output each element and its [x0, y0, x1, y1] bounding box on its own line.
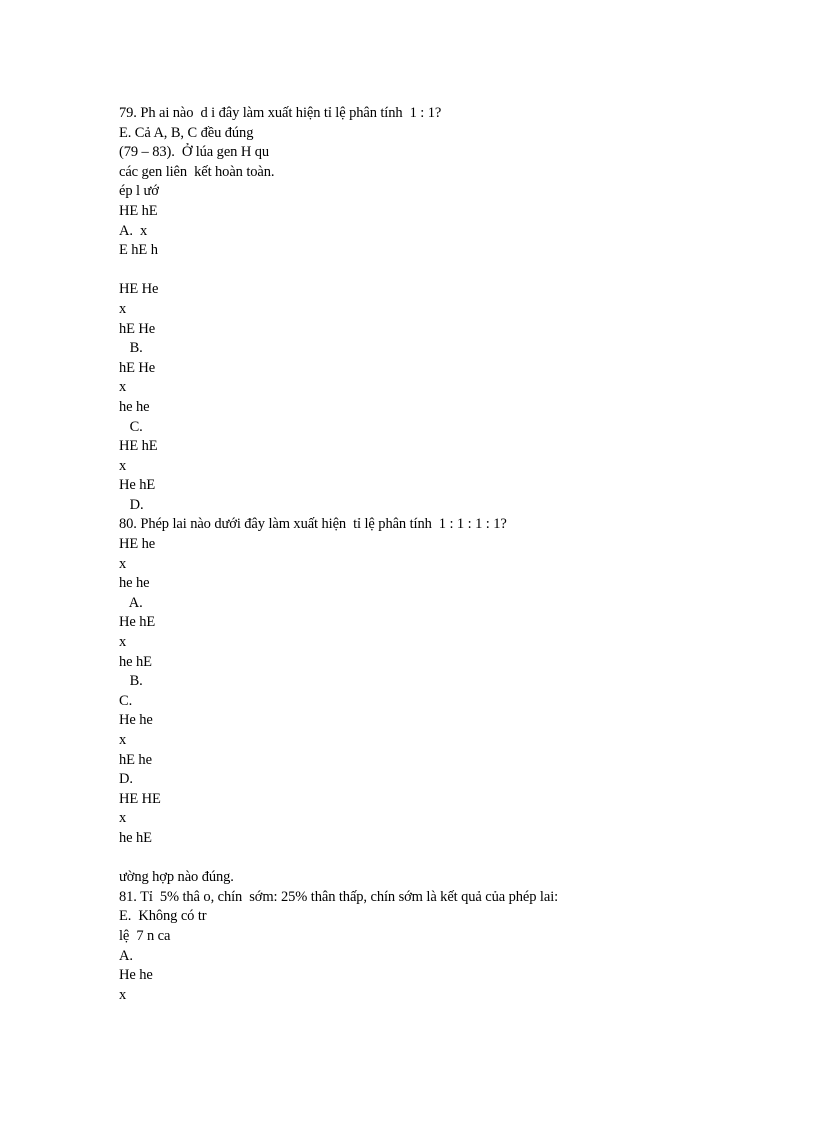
text-line: D.: [119, 496, 144, 513]
text-line: A.: [119, 594, 143, 611]
text-line: HE hE: [119, 202, 158, 219]
text-line: A. x: [119, 222, 148, 239]
text-line: C.: [119, 692, 133, 709]
text-line: ép l ướ: [119, 183, 159, 200]
text-line: [119, 849, 558, 869]
text-line: He hE: [119, 614, 156, 631]
text-line: HE he: [119, 536, 156, 553]
text-line: He he: [119, 712, 153, 729]
text-line: E. Không có tr: [119, 908, 207, 925]
text-line: [119, 261, 558, 281]
text-line: x: [119, 457, 127, 474]
text-line: x: [119, 634, 127, 651]
text-line: hE he: [119, 751, 152, 768]
text-line: hE He: [119, 320, 156, 337]
document-text: [119, 104, 558, 1005]
text-line: A.: [119, 947, 133, 964]
text-line: He he: [119, 967, 153, 984]
text-line: HE HE: [119, 790, 161, 807]
text-line: he hE: [119, 829, 152, 846]
text-line: E. Cả A, B, C đều đúng: [119, 124, 254, 141]
text-line: 79. Ph ai nào d i đây làm xuất hiện tỉ lệ phân tính 1 : 1?: [119, 105, 442, 121]
text-line: (79 – 83). Ở lúa gen H qu: [119, 144, 270, 161]
text-line: B.: [119, 673, 143, 690]
text-line: ường hợp nào đúng.: [119, 869, 234, 886]
text-line: E hE h: [119, 242, 158, 259]
text-line: các gen liên kết hoàn toàn.: [119, 163, 275, 180]
text-line: he he: [119, 575, 150, 592]
text-line: D.: [119, 771, 133, 788]
text-line: HE hE: [119, 438, 158, 455]
text-line: HE He: [119, 281, 159, 298]
text-line: B.: [119, 340, 143, 357]
text-line: he hE: [119, 653, 152, 670]
text-line: x: [119, 555, 127, 572]
text-line: x: [119, 986, 127, 1003]
text-line: He hE: [119, 477, 156, 494]
text-line: 80. Phép lai nào dưới đây làm xuất hiện tỉ lệ phân tính 1 : 1 : 1 : 1?: [119, 516, 507, 533]
text-line: hE He: [119, 359, 156, 376]
text-line: 81. Tỉ 5% thâ o, chín sớm: 25% thân thấp, chín sớm là kết quả của phép lai:: [119, 888, 559, 905]
text-line: lệ 7 n ca: [119, 927, 171, 944]
text-line: he he: [119, 398, 150, 415]
text-line: C.: [119, 418, 143, 435]
text-line: x: [119, 732, 127, 748]
text-line: x: [119, 379, 127, 396]
text-line: x: [119, 300, 127, 317]
text-line: x: [119, 810, 127, 827]
